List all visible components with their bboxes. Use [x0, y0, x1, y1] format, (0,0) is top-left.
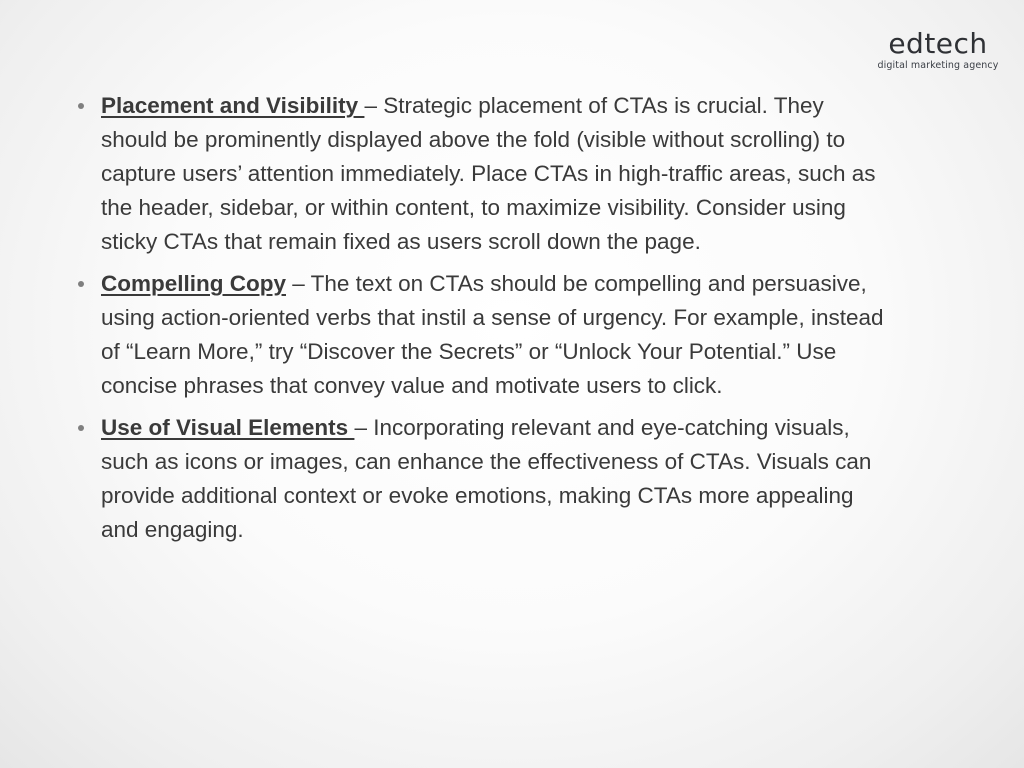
bullet-body: – Incorporating relevant and eye-catching visuals, such as icons or images, can enhance the effectiveness of CTAs. Visuals can provide additional context or evoke emotions, making CTAs more appealing and engaging.: [101, 415, 872, 542]
edtech-logo: [868, 28, 1008, 71]
slide-content: [78, 89, 896, 555]
bullet-term: Placement and Visibility: [101, 93, 365, 118]
bullet-body: – Strategic placement of CTAs is crucial. They should be prominently displayed above the fold (visible without scrolling) to capture users’ attention immediately. Place CTAs in high-traffic areas, such as the header, sidebar, or within content, to maximize visibility. Consider using sticky CTAs that remain fixed as users scroll down the page.: [101, 93, 876, 254]
bullet-placement-visibility: [78, 89, 896, 259]
bullet-compelling-copy: [78, 267, 896, 403]
bullet-list: [78, 89, 896, 547]
bullet-dot-icon: [78, 281, 84, 287]
bullet-dot-icon: [78, 103, 84, 109]
bullet-visual-elements: [78, 411, 896, 547]
logo-tagline: digital marketing agency: [877, 60, 999, 71]
bullet-body: – The text on CTAs should be compelling and persuasive, using action-oriented verbs that instil a sense of urgency. For example, instead of “Learn More,” try “Discover the Secrets” or “Unlock Your Potential.” Use concise phrases that convey value and motivate users to click.: [101, 271, 884, 398]
bullet-dot-icon: [78, 425, 84, 431]
bullet-term: Use of Visual Elements: [101, 415, 355, 440]
logo-wordmark: edtech: [888, 27, 988, 60]
bullet-term: Compelling Copy: [101, 271, 286, 296]
